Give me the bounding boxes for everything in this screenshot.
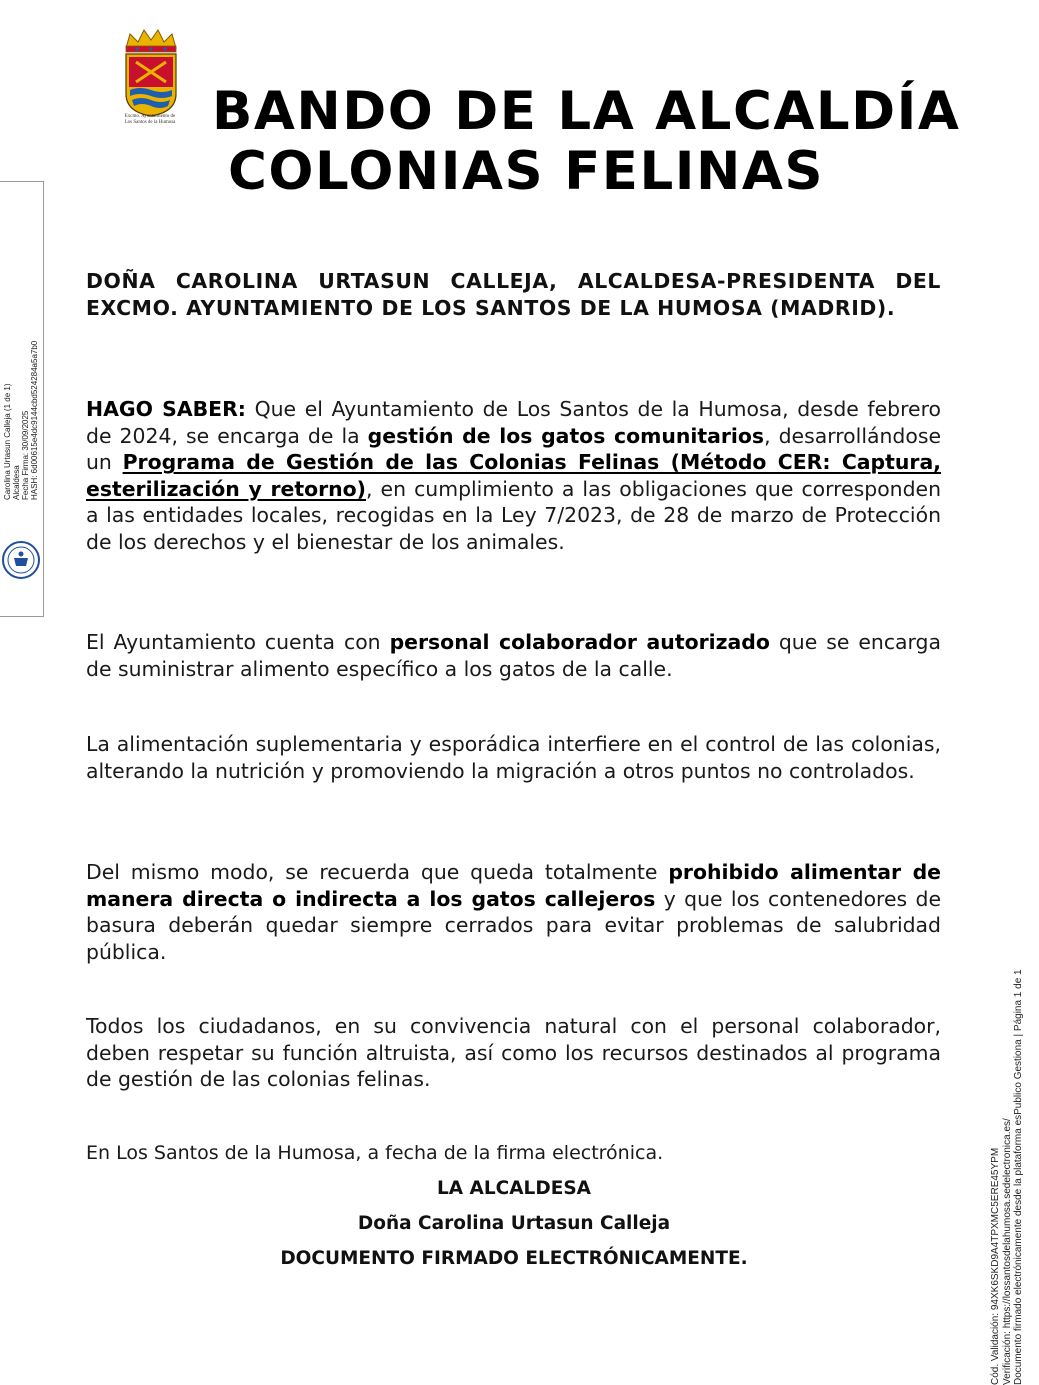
p4-text-1: Del mismo modo, se recuerda que queda totalmente	[86, 860, 669, 884]
verification-strip	[990, 955, 1025, 1385]
crest-caption	[108, 114, 192, 126]
signature-stamp-text	[3, 60, 39, 500]
closing-line: En Los Santos de la Humosa, a fecha de la firma electrónica.	[86, 1142, 664, 1164]
title-line2: COLONIAS FELINAS	[228, 141, 825, 202]
p2-text-1: El Ayuntamiento cuenta con	[86, 630, 390, 654]
p1-bold-1: gestión de los gatos comunitarios	[367, 423, 765, 448]
paragraph-2-text	[86, 629, 941, 682]
paragraph-5	[86, 1013, 941, 1093]
p4-text-2: y que los contenedores de basura deberán quedar siempre cerrados para evitar problemas de salubridad pública.	[86, 886, 941, 964]
paragraph-1-text	[86, 396, 941, 556]
title-line1: BANDO DE LA ALCALDÍA	[212, 81, 961, 142]
signature-role: LA ALCALDESA	[437, 1178, 591, 1199]
paragraph-4	[86, 859, 941, 965]
verify-line1: Cód. Validación: 94XK6SKD9A4TPXMC5ERE45YPM	[990, 1147, 1001, 1385]
crest-caption-line1: Excmo. Ayuntamiento de	[124, 114, 176, 119]
issuer-heading: DOÑA CAROLINA URTASUN CALLEJA, ALCALDESA-PRESIDENTA DEL EXCMO. AYUNTAMIENTO DE LOS SANTOS DE LA HUMOSA (MADRID).	[86, 269, 941, 320]
issuer-heading-block	[86, 268, 941, 321]
p1-text-2: , desarrollándose un	[86, 423, 941, 475]
paragraph-3	[86, 731, 941, 784]
hago-saber-label: HAGO SABER:	[86, 397, 246, 421]
signature-name: Doña Carolina Urtasun Calleja	[357, 1213, 671, 1234]
seal-icon	[1, 540, 41, 580]
paragraph-3-text: La alimentación suplementaria y esporádica interfiere en el control de las colonias, alterando la nutrición y promoviendo la migración a otros puntos no controlados.	[86, 732, 941, 783]
document-title	[212, 82, 960, 202]
p2-text-2: que se encarga de suministrar alimento específico a los gatos de la calle.	[86, 630, 941, 681]
crest-caption-line2: Los Santos de la Humosa	[124, 120, 176, 125]
paragraph-1	[86, 396, 941, 556]
paragraph-4-text	[86, 859, 941, 965]
verify-line3: Documento firmado electrónicamente desde la plataforma esPublico Gestiona | Página 1 de 1	[1013, 969, 1024, 1385]
p4-bold-1: prohibido alimentar de manera directa o indirecta a los gatos callejeros	[86, 860, 942, 911]
paragraph-2	[86, 629, 941, 682]
p1-text-1: Que el Ayuntamiento de Los Santos de la Humosa, desde febrero de 2024, se encarga de la	[86, 397, 941, 448]
stamp-line3: Fecha Firma: 30/09/2025	[21, 410, 30, 500]
stamp-line4: HASH: 6d00615e4dc9144cbd524284a5a7b0	[30, 340, 39, 500]
p2-bold-1: personal colaborador autorizado	[389, 630, 770, 654]
p1-text-3: , en cumplimiento a las obligaciones que corresponden a las entidades locales, recogidas en la Ley 7/2023, de 28 de marzo de Protección de los derechos y el bienestar de los animales.	[86, 476, 942, 554]
paragraph-5-text: Todos los ciudadanos, en su convivencia natural con el personal colaborador, deben respetar su función altruista, así como los recursos destinados al programa de gestión de las colonias felinas.	[86, 1014, 941, 1092]
stamp-line2: Alcaldesa	[12, 465, 21, 500]
signature-note: DOCUMENTO FIRMADO ELECTRÓNICAMENTE.	[280, 1248, 748, 1269]
stamp-line1: Carolina Urtasun Calleja (1 de 1)	[3, 383, 12, 500]
verify-line2: Verificación: https://lossantosdelahumosa.sedelectronica.es/	[1001, 1118, 1013, 1385]
program-name: Programa de Gestión de las Colonias Felinas (Método CER: Captura, esterilización y retorno)	[86, 450, 941, 501]
